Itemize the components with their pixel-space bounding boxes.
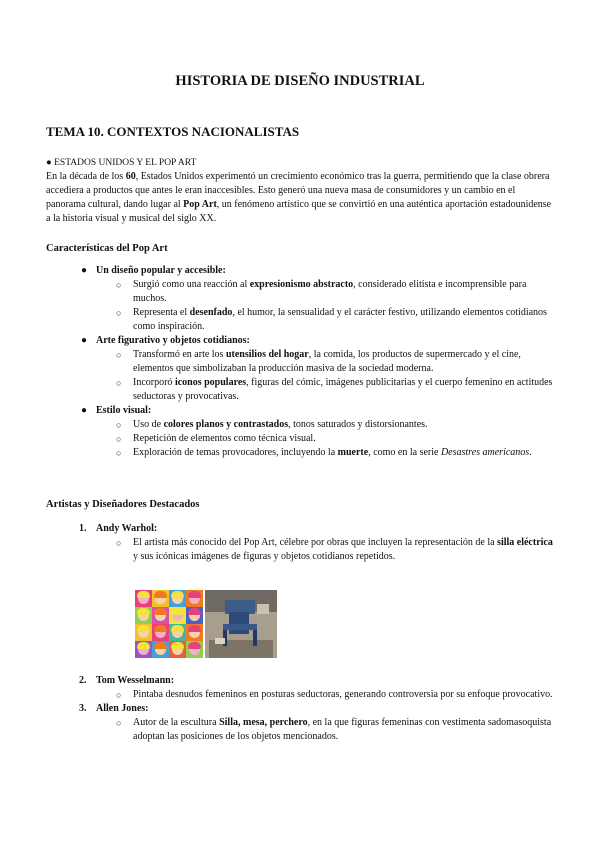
list-item: 1. Andy Warhol: [79, 523, 158, 534]
list-item: ○ Incorporó iconos populares, figuras del cómic, imágenes publicitarias y el cuerpo femenino en actitudes seductoras y provocativas. [116, 377, 553, 402]
caracteristicas-title: Características del Pop Art [46, 243, 168, 254]
section-usa-title: ESTADOS UNIDOS Y EL POP ART [54, 158, 197, 168]
list-item: 3. Allen Jones: [79, 703, 149, 714]
marilyn-tile [169, 641, 186, 658]
marilyn-tile [135, 590, 152, 607]
list-item: ○ Repetición de elementos como técnica visual. [116, 433, 316, 444]
marilyn-tile [152, 607, 169, 624]
list-item: ○ Transformó en arte los utensilios del hogar, la comida, los productos de supermercado y el cine, elementos que simbolizaban la producción masiva de la sociedad moderna. [116, 349, 521, 374]
list-item: ● Un diseño popular y accesible: [81, 265, 226, 276]
marilyn-tile [152, 624, 169, 641]
marilyn-tile [186, 590, 203, 607]
section-usa-heading [46, 156, 556, 170]
electric-chair-drawing [205, 590, 277, 658]
artistas-list-1 [46, 522, 556, 564]
artistas-title: Artistas y Diseñadores Destacados [46, 499, 200, 510]
list-item: ○ Uso de colores planos y contrastados, tonos saturados y distorsionantes. [116, 419, 428, 430]
section-bullet: ● [46, 158, 52, 168]
list-item: ○ Autor de la escultura Silla, mesa, perchero, en la que figuras femeninas con vestimenta sadomasoquista adoptan las posiciones de los objetos mencionados. [116, 717, 552, 742]
artwork-images [135, 590, 277, 658]
list-item: ○ Exploración de temas provocadores, incluyendo la muerte, como en la serie Desastres americanos. [116, 447, 532, 458]
list-item: ○ Representa el desenfado, el humor, la sensualidad y el carácter festivo, utilizando elementos cotidianos como inspiración. [116, 307, 547, 332]
section-artistas [46, 498, 556, 512]
marilyn-tile [169, 590, 186, 607]
document-title: HISTORIA DE DISEÑO INDUSTRIAL [175, 73, 425, 89]
marilyn-tile [169, 624, 186, 641]
list-item: ○ Surgió como una reacción al expresionismo abstracto, considerado elitista e incomprensible para muchos. [116, 279, 527, 304]
artistas-list-2 [46, 674, 556, 744]
list-item: ○ Pintaba desnudos femeninos en posturas seductoras, generando controversia por su enfoque provocativo. [116, 689, 553, 700]
marilyn-tile [186, 624, 203, 641]
marilyn-grid-image [135, 590, 203, 658]
list-item: ● Arte figurativo y objetos cotidianos: [81, 335, 250, 346]
marilyn-tile [169, 607, 186, 624]
list-item: 2. Tom Wesselmann: [79, 675, 175, 686]
marilyn-tile [152, 590, 169, 607]
section-usa [46, 156, 556, 226]
list-item: ○ El artista más conocido del Pop Art, célebre por obras que incluyen la representación de la silla eléctrica y sus icónicas imágenes de figuras y objetos cotidianos repetidos. [116, 537, 553, 562]
electric-chair-image [205, 590, 277, 658]
section-usa-intro: En la década de los 60, Estados Unidos experimentó un crecimiento económico tras la guerra, permitiendo que la clase obrera accediera a productos que antes le eran inaccesibles. Esto generó una nueva masa de consumidores y un cambio en el panorama cultural, dando lugar al Pop Art, un fenómeno artístico que se convirtió en una auténtica aportación estadounidense a la historia visual y musical del siglo XX. [46, 171, 552, 224]
marilyn-tile [135, 624, 152, 641]
caracteristicas-list [46, 264, 556, 460]
list-item: ● Estilo visual: [81, 405, 152, 416]
marilyn-tile [135, 607, 152, 624]
tema-heading: TEMA 10. CONTEXTOS NACIONALISTAS [46, 124, 300, 139]
marilyn-tile [135, 641, 152, 658]
marilyn-tile [152, 641, 169, 658]
marilyn-tile [186, 607, 203, 624]
section-caracteristicas [46, 242, 556, 256]
marilyn-tile [186, 641, 203, 658]
